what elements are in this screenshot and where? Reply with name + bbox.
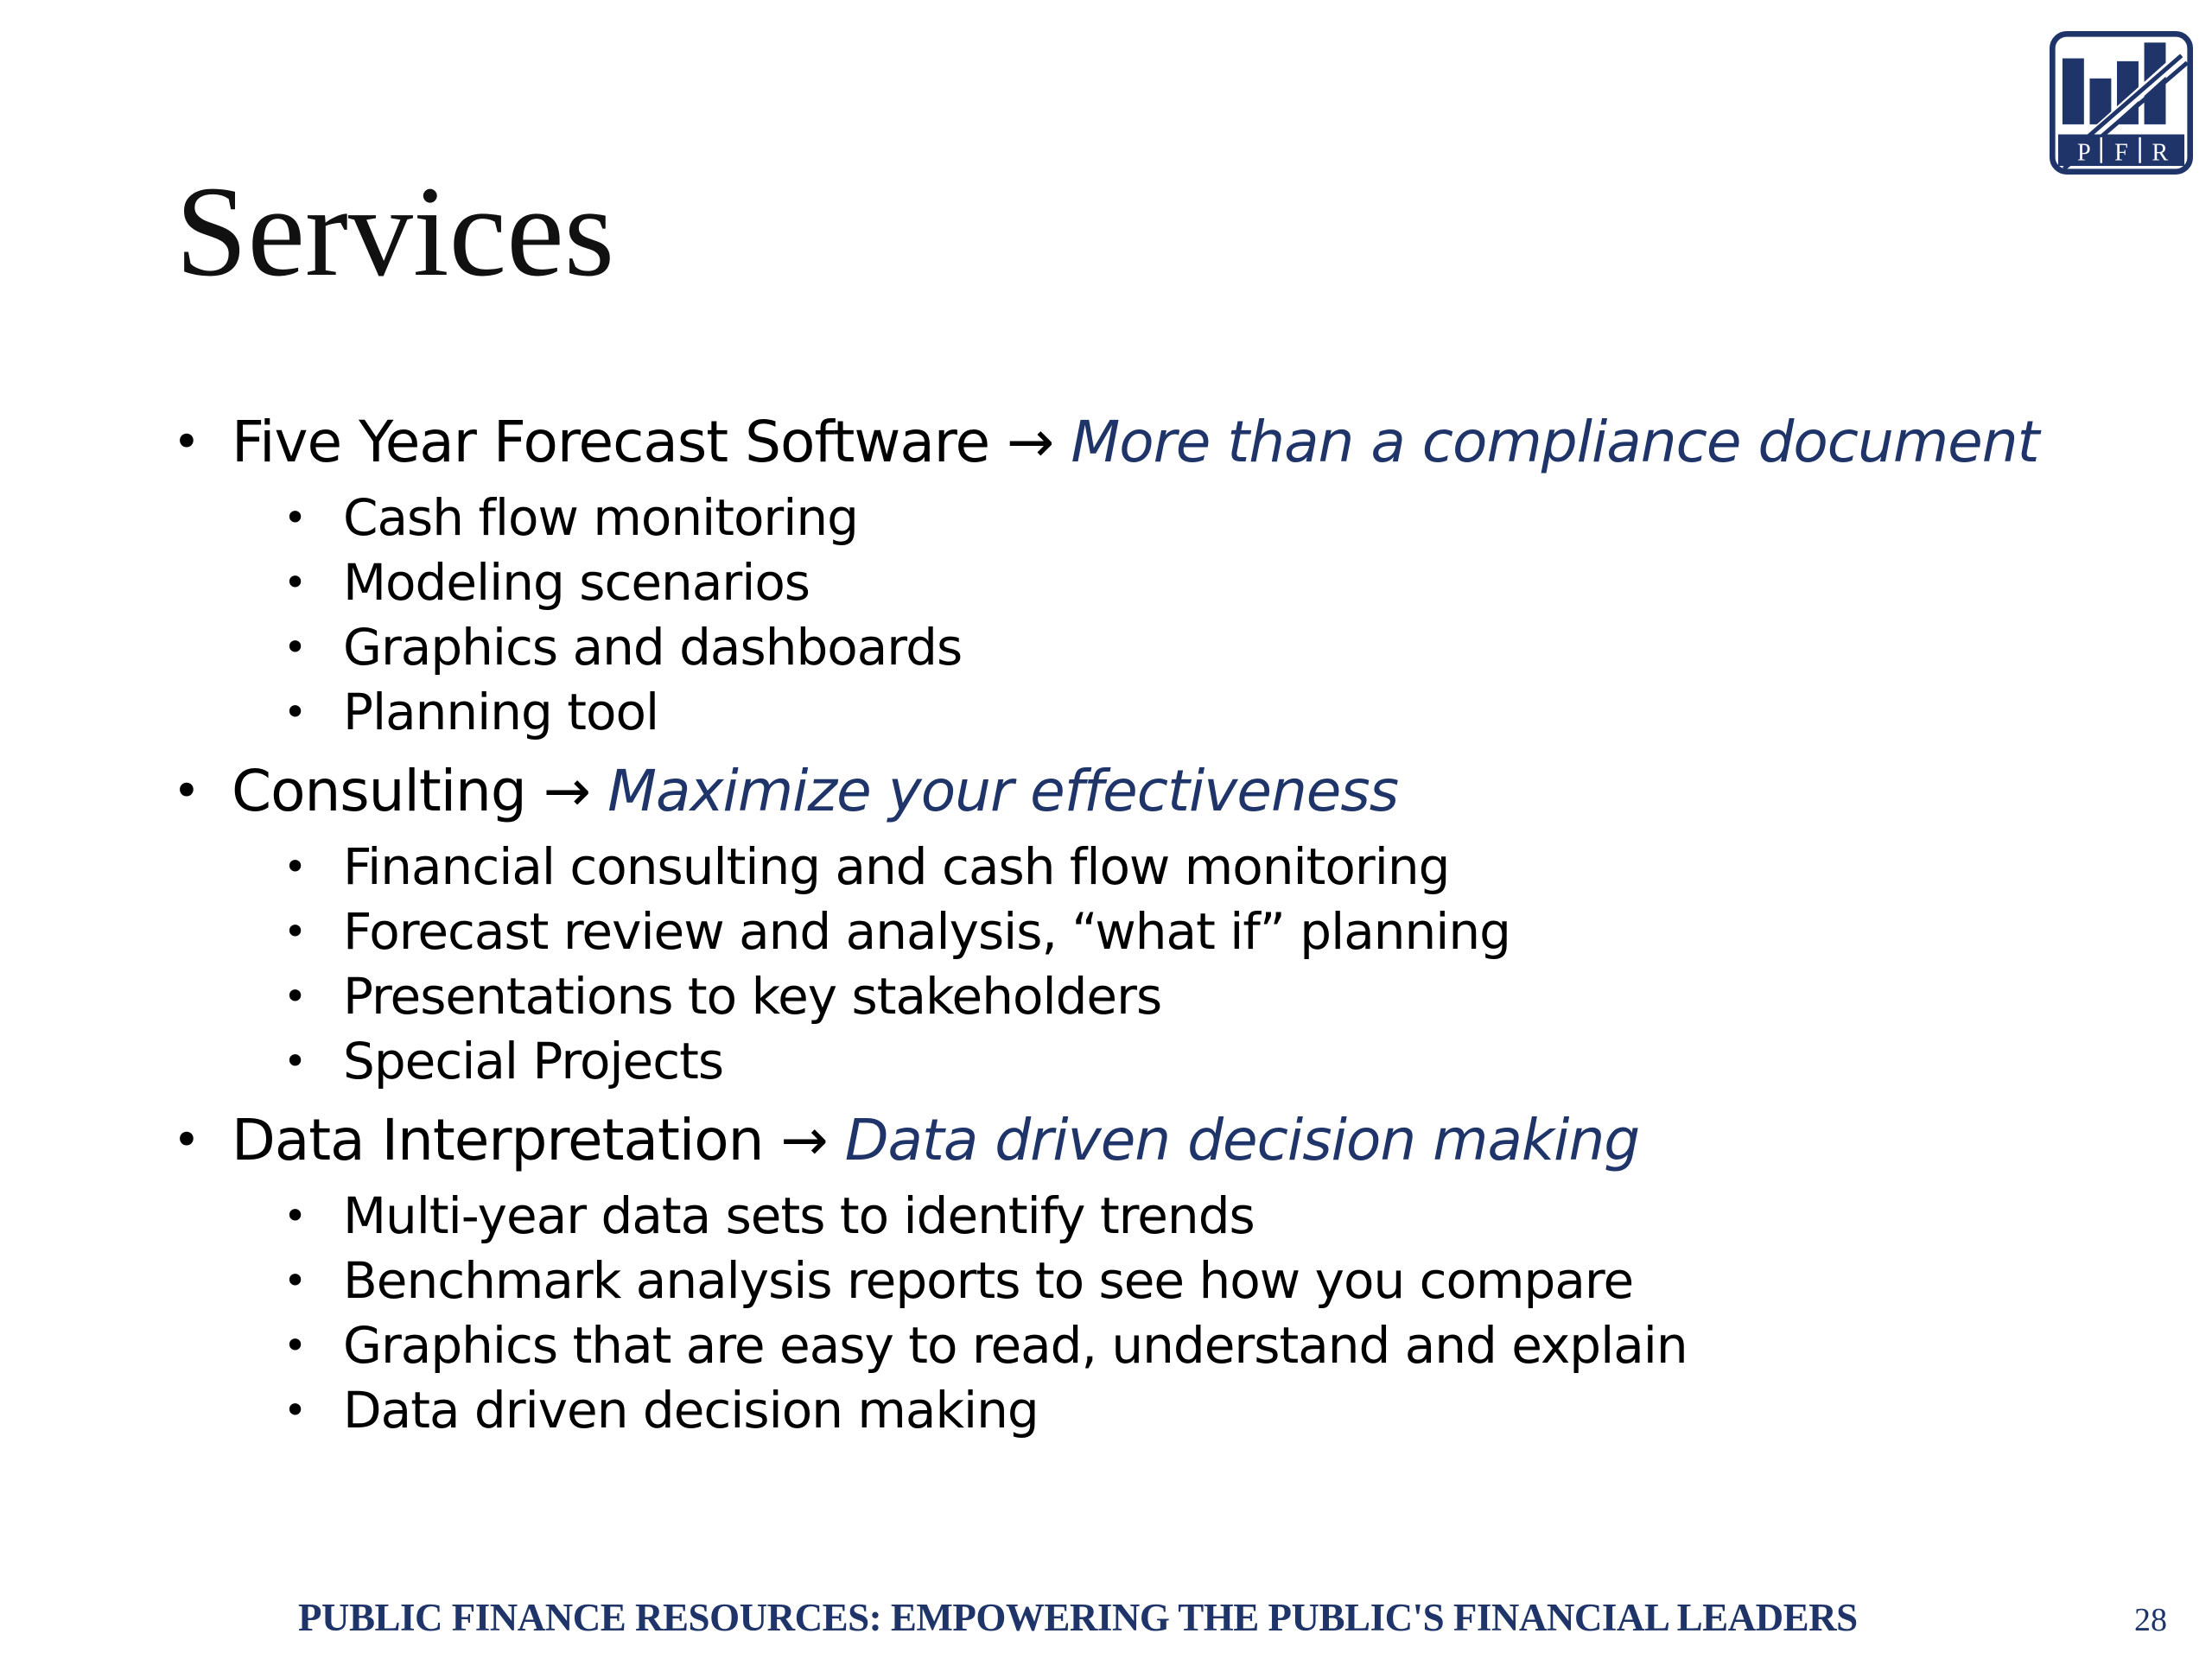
- bullet-icon: •: [283, 494, 307, 541]
- list-item: [173, 550, 2056, 615]
- arrow-right-icon: →: [543, 758, 591, 824]
- bullet-icon: •: [283, 973, 307, 1020]
- arrow-right-icon: →: [1007, 409, 1054, 475]
- list-item: [173, 1249, 2056, 1313]
- list-item: [173, 680, 2056, 745]
- services-list: [173, 399, 2056, 1446]
- slide-title: Services: [175, 160, 615, 303]
- pfr-logo-icon: [2050, 31, 2193, 175]
- bullet-icon: •: [283, 1038, 307, 1084]
- bullet-icon: •: [283, 624, 307, 671]
- logo-letter-r: R: [2152, 139, 2169, 167]
- list-item: [173, 1313, 2056, 1378]
- section-tagline: Maximize your effectiveness: [607, 758, 1399, 824]
- arrow-right-icon: →: [780, 1107, 828, 1173]
- section-consulting: [173, 748, 2056, 835]
- list-item: [173, 964, 2056, 1029]
- logo-letter-f: F: [2114, 139, 2128, 167]
- list-item: [173, 486, 2056, 550]
- list-item: [173, 1029, 2056, 1094]
- list-item-text: Forecast review and analysis, “what if” planning: [343, 902, 1510, 961]
- list-item: [173, 1184, 2056, 1249]
- list-item-text: Graphics that are easy to read, understand and explain: [343, 1316, 1688, 1375]
- bullet-icon: •: [283, 843, 307, 890]
- page-number: 28: [2134, 1602, 2167, 1638]
- list-item-text: Benchmark analysis reports to see how you compare: [343, 1251, 1634, 1310]
- bullet-icon: •: [283, 908, 307, 955]
- list-item-text: Planning tool: [343, 683, 659, 741]
- section-tagline: Data driven decision making: [844, 1107, 1640, 1173]
- list-item: [173, 835, 2056, 899]
- bullet-icon: •: [173, 764, 200, 818]
- section-heading: Consulting: [232, 758, 526, 824]
- bullet-icon: •: [173, 1113, 200, 1167]
- section-tagline: More than a compliance document: [1071, 409, 2039, 475]
- section-heading: Data Interpretation: [232, 1107, 764, 1173]
- bullet-icon: •: [283, 689, 307, 735]
- bullet-icon: •: [283, 1387, 307, 1433]
- logo-letter-p: P: [2076, 139, 2091, 167]
- bullet-icon: •: [283, 1257, 307, 1304]
- section-heading: Five Year Forecast Software: [232, 409, 990, 475]
- list-item-text: Cash flow monitoring: [343, 488, 858, 547]
- list-item: [173, 1378, 2056, 1443]
- section-forecast-software: [173, 399, 2056, 486]
- bullet-icon: •: [283, 559, 307, 606]
- list-item-text: Modeling scenarios: [343, 553, 810, 612]
- footer-tagline: PUBLIC FINANCE RESOURCES: EMPOWERING THE PUBLIC'S FINANCIAL LEADERS: [298, 1596, 1858, 1639]
- section-data-interpretation: [173, 1097, 2056, 1184]
- list-item-text: Presentations to key stakeholders: [343, 967, 1162, 1026]
- bullet-icon: •: [283, 1192, 307, 1239]
- list-item-text: Financial consulting and cash flow monitoring: [343, 837, 1450, 896]
- list-item: [173, 899, 2056, 964]
- bullet-icon: •: [283, 1322, 307, 1369]
- list-item-text: Special Projects: [343, 1032, 724, 1090]
- list-item-text: Graphics and dashboards: [343, 618, 963, 677]
- list-item-text: Data driven decision making: [343, 1381, 1039, 1440]
- list-item: [173, 615, 2056, 680]
- bullet-icon: •: [173, 415, 200, 469]
- list-item-text: Multi-year data sets to identify trends: [343, 1186, 1255, 1245]
